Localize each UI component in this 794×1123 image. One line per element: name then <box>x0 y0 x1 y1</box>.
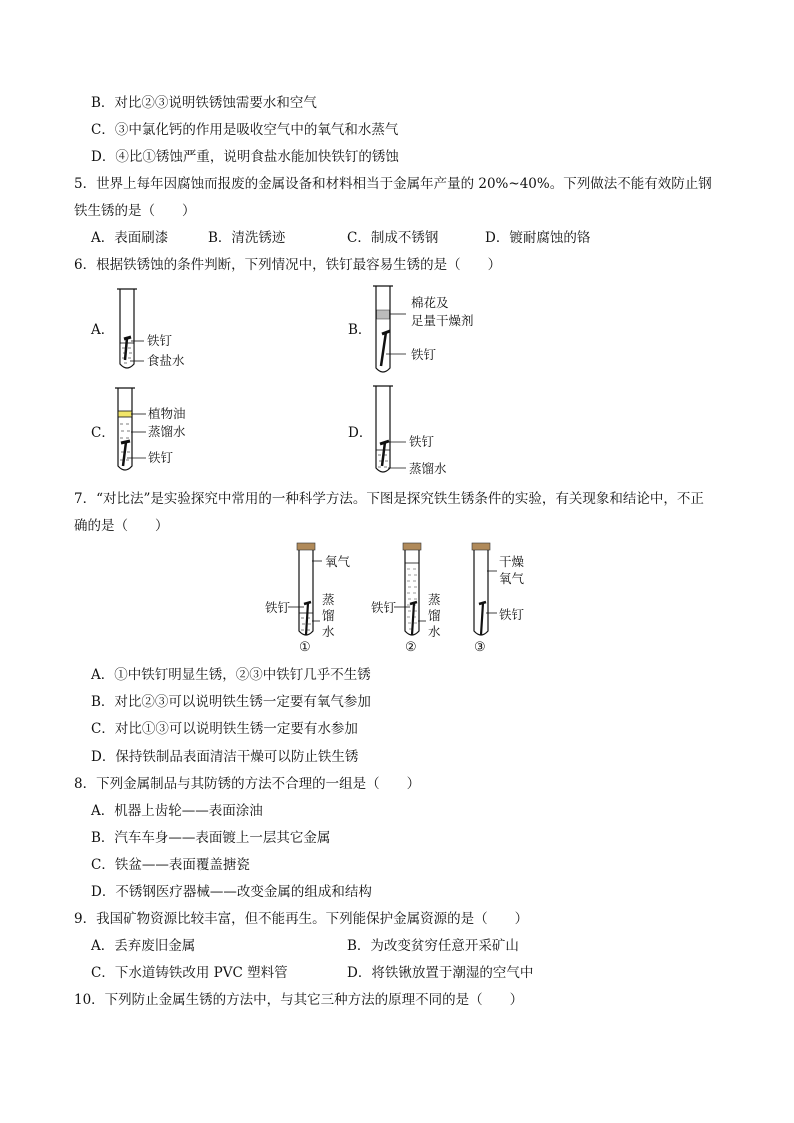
q5-option-b: B．清洗锈迹 <box>208 230 286 246</box>
q7-t1-label-oxygen: 氧气 <box>325 554 351 569</box>
q7-option-a: A．①中铁钉明显生锈，②③中铁钉几乎不生锈 <box>91 667 371 683</box>
q6-d-label-water: 蒸馏水 <box>409 461 447 476</box>
q9-option-d: D．将铁锹放置于潮湿的空气中 <box>347 965 534 981</box>
q6-stem: 6．根据铁锈蚀的条件判断，下列情况中，铁钉最容易生锈的是（ ） <box>74 257 502 273</box>
q7-t1-label-zheng: 蒸 <box>322 592 335 607</box>
q6-letter-a: A． <box>91 322 115 338</box>
q7-t2-label-liu: 馏 <box>428 608 441 623</box>
q8-option-c: C．铁盆——表面覆盖搪瓷 <box>91 857 250 873</box>
q7-t2-label-shui: 水 <box>428 624 441 639</box>
q6-c-label-nail: 铁钉 <box>148 450 174 465</box>
q9-option-c: C．下水道铸铁改用 PVC 塑料管 <box>91 965 288 981</box>
q6-a-label-nail: 铁钉 <box>147 333 173 348</box>
q7-t3-number: ③ <box>474 640 486 655</box>
q7-t1-number: ① <box>299 640 311 655</box>
q7-stem-line2: 确的是（ ） <box>74 518 169 534</box>
q7-t2-label-nail: 铁钉 <box>371 600 397 615</box>
q5-option-c: C．制成不锈钢 <box>347 230 439 246</box>
q6-c-label-oil: 植物油 <box>148 406 186 421</box>
q7-t1-label-liu: 馏 <box>322 608 335 623</box>
q7-option-c: C．对比①③可以说明铁生锈一定要有水参加 <box>91 721 358 737</box>
q7-t2-number: ② <box>405 640 417 655</box>
q7-stem-line1: 7．“对比法”是实验探究中常用的一种科学方法。下图是探究铁生锈条件的实验，有关现象和结论中，不正 <box>74 491 704 507</box>
q6-d-label-nail: 铁钉 <box>409 434 435 449</box>
q6-b-label-cotton: 棉花及 <box>411 295 449 310</box>
q8-option-a: A．机器上齿轮——表面涂油 <box>91 803 263 819</box>
q7-tube-2 <box>394 543 426 635</box>
q7-t3-label-nail: 铁钉 <box>499 607 525 622</box>
q7-option-b: B．对比②③可以说明铁生锈一定要有氧气参加 <box>91 694 371 710</box>
q6-a-label-saltwater: 食盐水 <box>147 353 185 368</box>
q7-tube-1 <box>288 543 322 635</box>
q6-c-label-water: 蒸馏水 <box>148 424 186 439</box>
q5-stem-line2: 铁生锈的是（ ） <box>74 203 196 219</box>
q10-stem: 10．下列防止金属生锈的方法中，与其它三种方法的原理不同的是（ ） <box>74 992 524 1008</box>
q9-option-b: B．为改变贫穷任意开采矿山 <box>347 938 519 954</box>
q6-b-label-nail: 铁钉 <box>411 347 437 362</box>
q8-option-b: B．汽车车身——表面镀上一层其它金属 <box>91 830 331 846</box>
q4-option-b: B．对比②③说明铁锈蚀需要水和空气 <box>91 95 317 111</box>
q6-letter-b: B． <box>348 322 372 338</box>
q6-b-label-desiccant: 足量干燥剂 <box>411 313 474 328</box>
q7-t1-label-shui: 水 <box>322 624 335 639</box>
q8-stem: 8．下列金属制品与其防锈的方法不合理的一组是（ ） <box>74 776 421 792</box>
q6-letter-d: D． <box>348 425 373 441</box>
q5-option-a: A．表面刷漆 <box>91 230 169 246</box>
q6-letter-c: C． <box>91 425 115 441</box>
q4-option-c: C．③中氯化钙的作用是吸收空气中的氧气和水蒸气 <box>91 122 399 138</box>
q7-option-d: D．保持铁制品表面清洁干燥可以防止铁生锈 <box>91 749 359 765</box>
q7-t3-label-dry: 干燥 <box>499 554 525 569</box>
q7-t3-label-oxygen: 氧气 <box>499 571 525 586</box>
q9-stem: 9．我国矿物资源比较丰富，但不能再生。下列能保护金属资源的是（ ） <box>74 911 529 927</box>
q5-stem-line1: 5．世界上每年因腐蚀而报废的金属设备和材料相当于金属年产量的 20%~40%。下列做法不能有效防止钢 <box>74 176 712 192</box>
q9-option-a: A．丢弃废旧金属 <box>91 938 196 954</box>
q7-t1-label-nail: 铁钉 <box>265 600 291 615</box>
q7-t2-label-zheng: 蒸 <box>428 592 441 607</box>
q8-option-d: D．不锈钢医疗器械——改变金属的组成和结构 <box>91 884 372 900</box>
q4-option-d: D．④比①锈蚀严重，说明食盐水能加快铁钉的锈蚀 <box>91 149 399 165</box>
q5-option-d: D．镀耐腐蚀的铬 <box>485 230 591 246</box>
q7-tube-3 <box>472 543 497 635</box>
